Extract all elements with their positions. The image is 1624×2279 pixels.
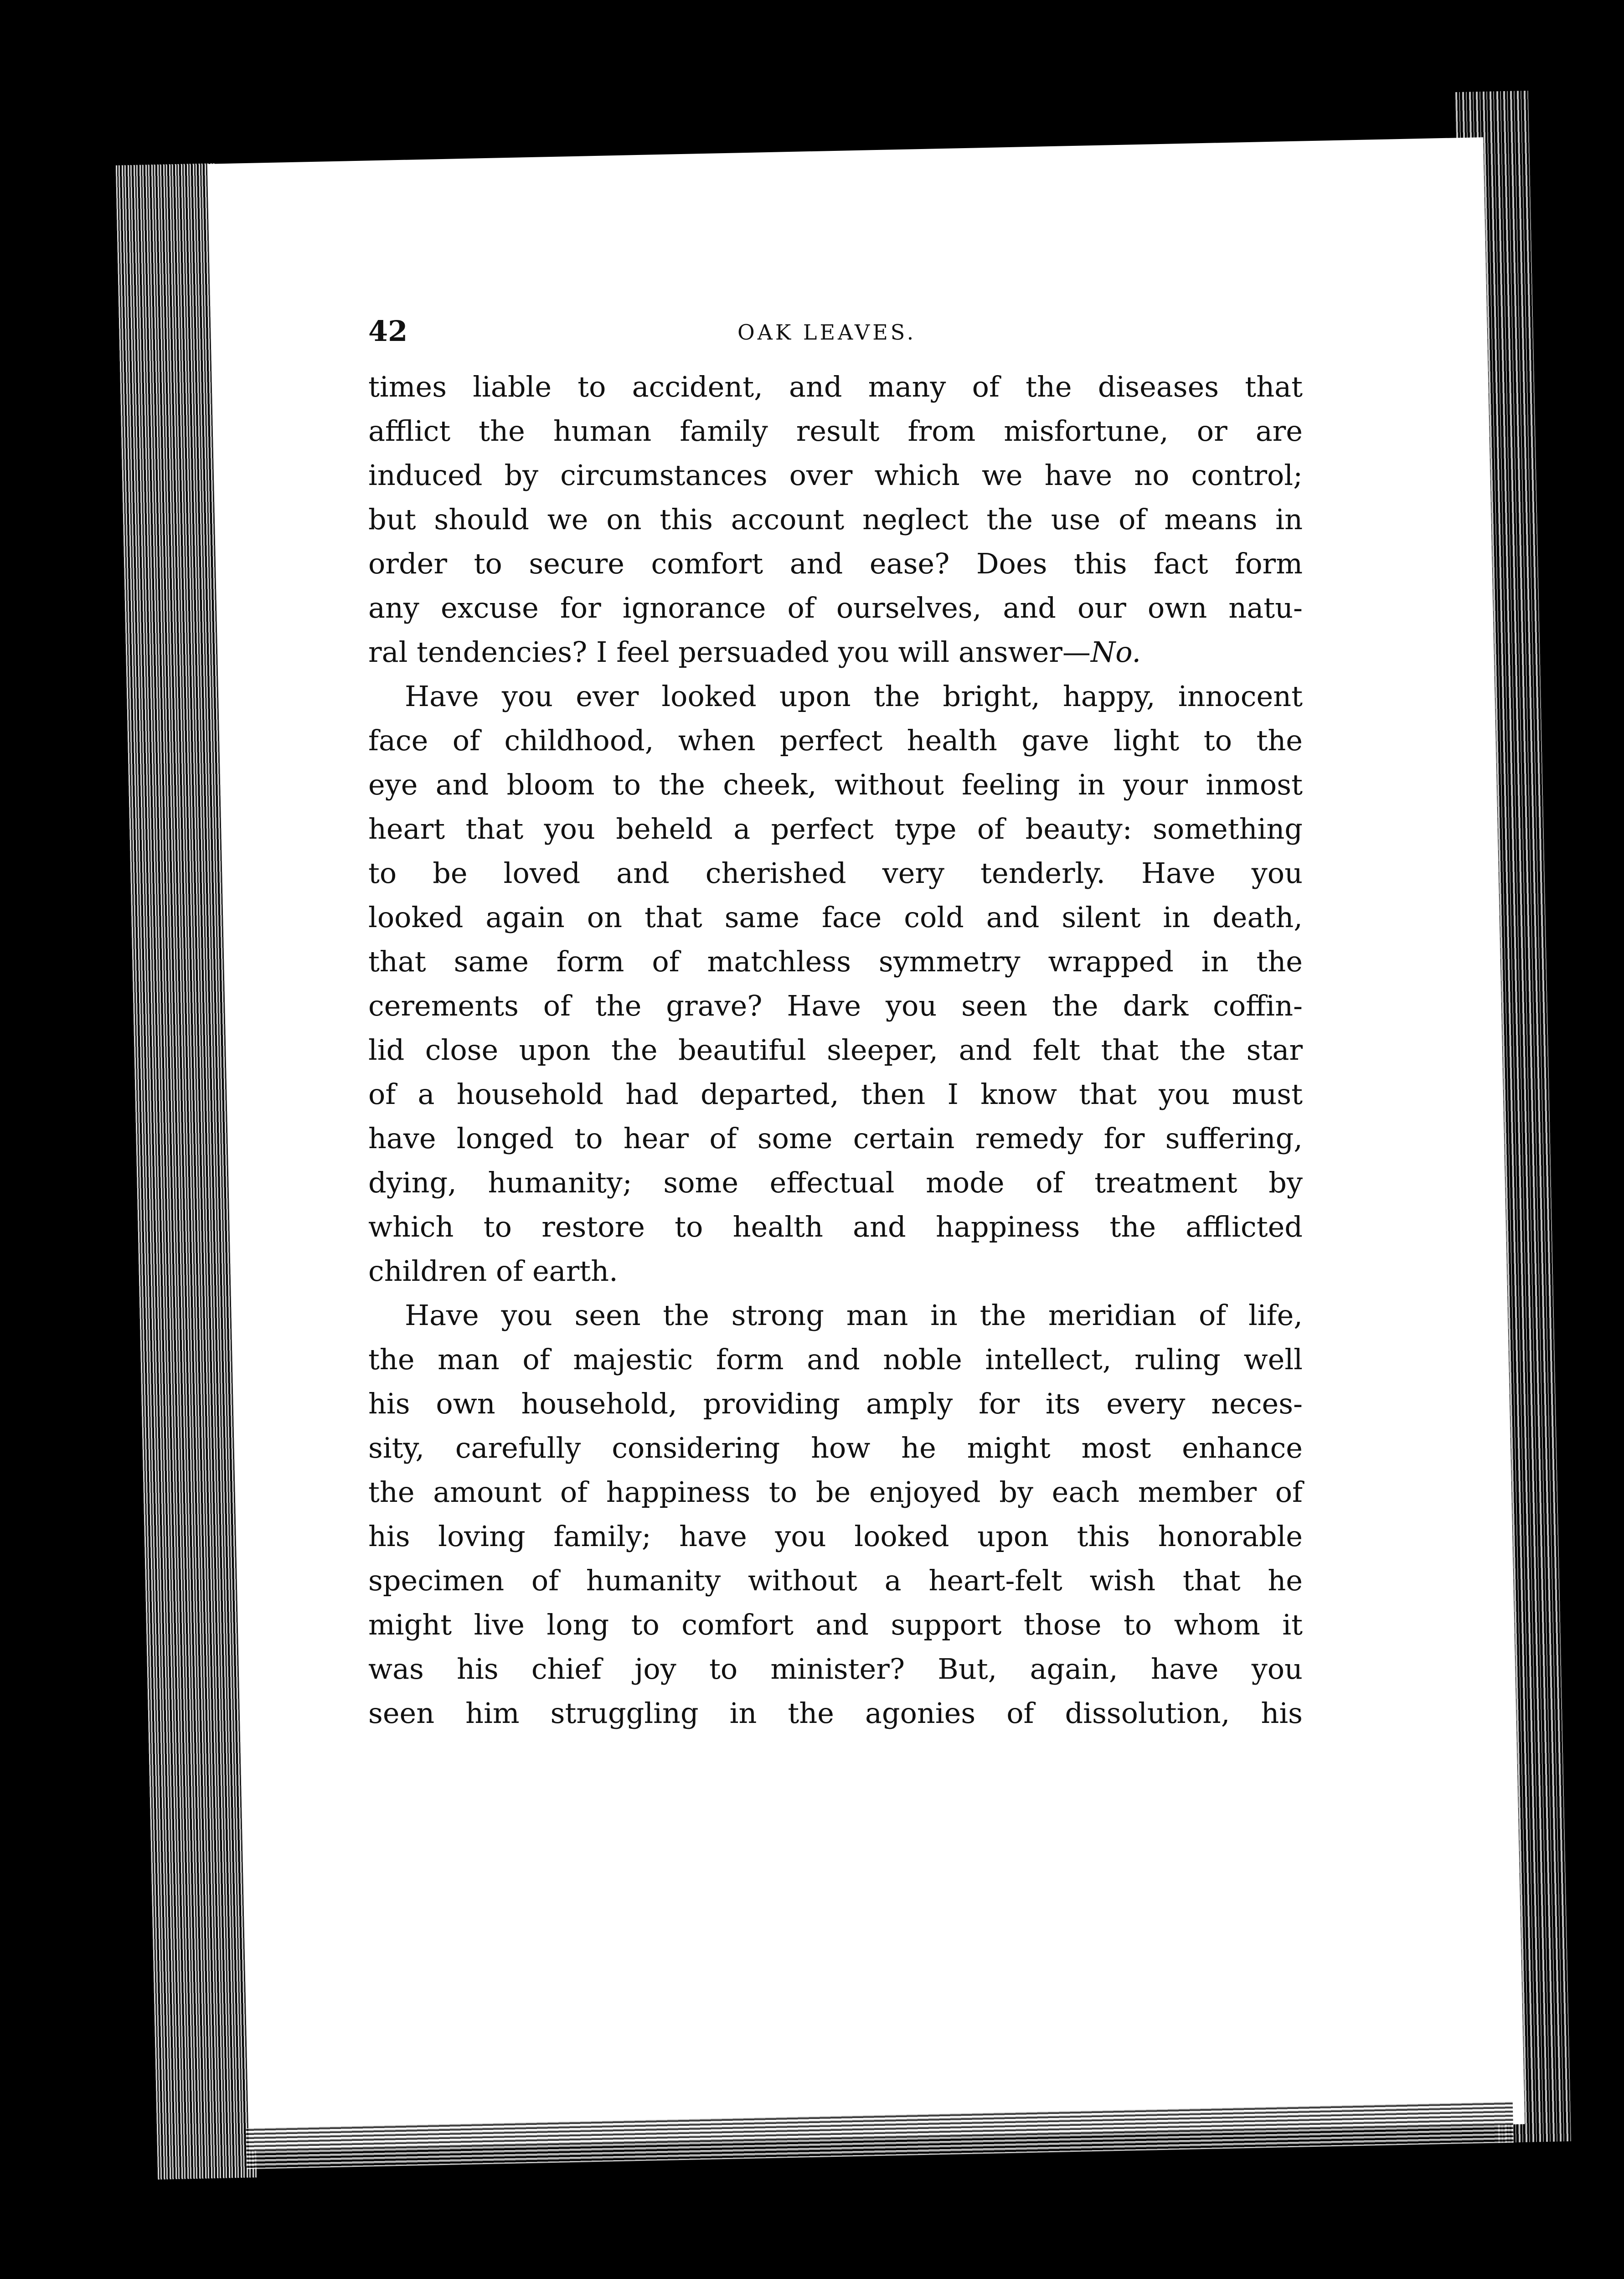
text-line: but should we on this account neglect the use of means in — [368, 503, 1303, 536]
text-line: Have you seen the strong man in the meridian of life, — [405, 1299, 1303, 1332]
italic-answer: No. — [1090, 635, 1141, 669]
text-line: have longed to hear of some certain remedy for suffering, — [368, 1122, 1303, 1155]
text-line: the amount of happiness to be enjoyed by each member of — [368, 1475, 1303, 1509]
text-line: seen him struggling in the agonies of dissolution, his — [368, 1696, 1303, 1730]
page-text — [368, 315, 1303, 1735]
text-line: cerements of the grave? Have you seen the dark coffin- — [368, 989, 1303, 1022]
text-line: dying, humanity; some effectual mode of treatment by — [368, 1166, 1303, 1199]
page-number: 42 — [368, 315, 408, 348]
text-line: was his chief joy to minister? But, again, have you — [368, 1652, 1303, 1686]
paragraph-2 — [368, 674, 1303, 1293]
text-line: to be loved and cherished very tenderly. Have you — [368, 856, 1303, 890]
text-line: eye and bloom to the cheek, without feeling in your inmost — [368, 768, 1303, 801]
text-line: of a household had departed, then I know that you must — [368, 1078, 1303, 1111]
paragraph-1 — [368, 365, 1303, 674]
text-line: afflict the human family result from misfortune, or are — [368, 414, 1303, 448]
text-line: might live long to comfort and support those to whom it — [368, 1608, 1303, 1641]
text-line: face of childhood, when perfect health gave light to the — [368, 724, 1303, 757]
running-head — [368, 315, 1303, 365]
text-line: that same form of matchless symmetry wrapped in the — [368, 945, 1303, 978]
text-line: his loving family; have you looked upon this honorable — [368, 1520, 1303, 1553]
paragraph-3 — [368, 1293, 1303, 1735]
text-line: lid close upon the beautiful sleeper, and felt that the star — [368, 1033, 1303, 1067]
text-line: the man of majestic form and noble intellect, ruling well — [368, 1343, 1303, 1376]
text-line: any excuse for ignorance of ourselves, and our own natu- — [368, 591, 1303, 624]
text-line: specimen of humanity without a heart-felt wish that he — [368, 1564, 1303, 1597]
text-line: times liable to accident, and many of the diseases that — [368, 370, 1303, 403]
text-line: sity, carefully considering how he might most enhance — [368, 1431, 1303, 1464]
text-line: looked again on that same face cold and silent in death, — [368, 901, 1303, 934]
text-line: his own household, providing amply for its every neces- — [368, 1387, 1303, 1420]
text-line: Have you ever looked upon the bright, happy, innocent — [405, 680, 1303, 713]
text-line: heart that you beheld a perfect type of beauty: something — [368, 812, 1303, 846]
text-line: which to restore to health and happiness the afflicted — [368, 1210, 1303, 1243]
text-line-part: ral tendencies? I feel persuaded you will answer— — [368, 635, 1091, 669]
running-title: OAK LEAVES. — [737, 320, 917, 345]
text-line: children of earth. — [368, 1254, 618, 1288]
text-line — [368, 630, 1303, 674]
text-line: induced by circumstances over which we have no control; — [368, 459, 1303, 492]
text-line: order to secure comfort and ease? Does this fact form — [368, 547, 1303, 580]
